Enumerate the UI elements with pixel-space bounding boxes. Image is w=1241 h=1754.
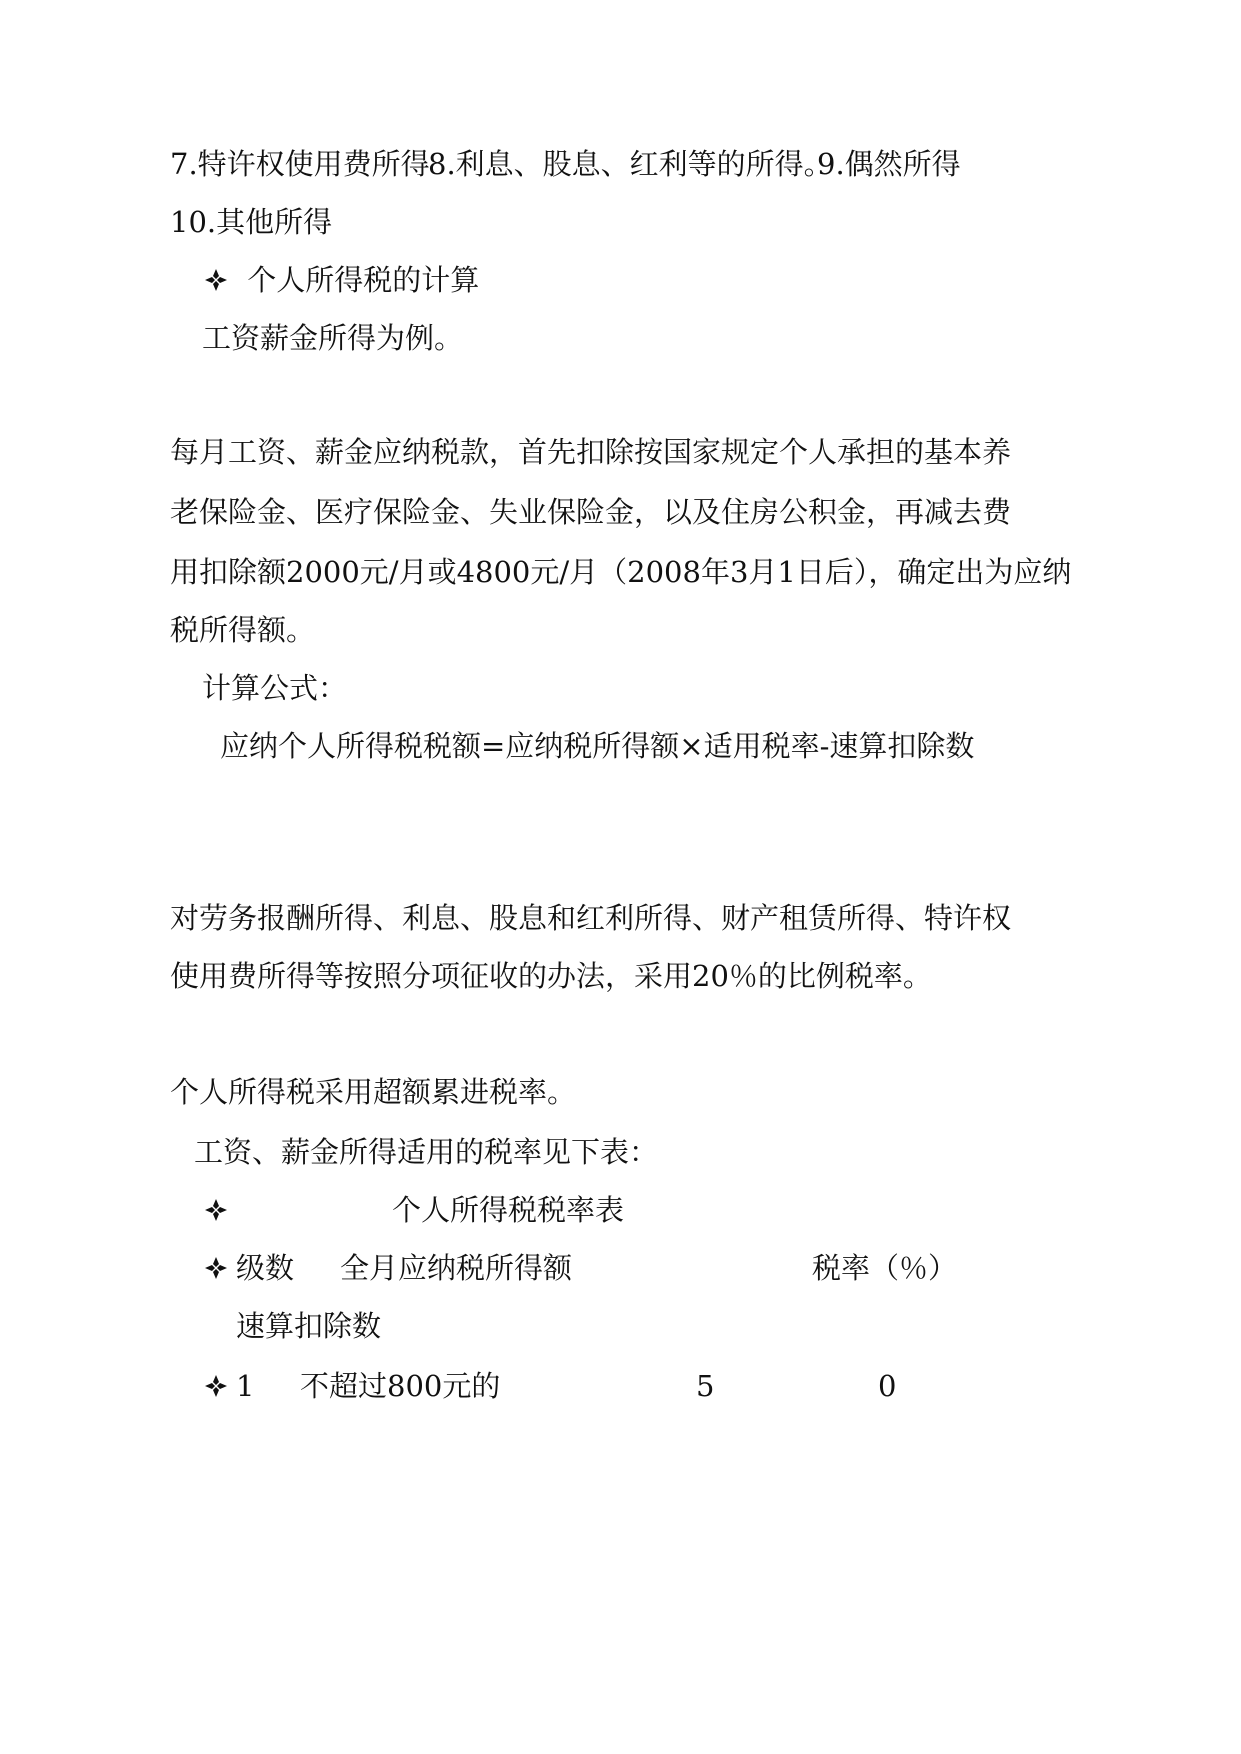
income-item-8: 8.利息、股息、红利等的所得。 (428, 147, 833, 181)
section-heading (204, 262, 479, 298)
table-intro: 工资、薪金所得适用的税率见下表： (194, 1135, 659, 1169)
four-petal-diamond-icon (204, 1374, 228, 1398)
four-petal-diamond-icon (204, 1198, 228, 1222)
table-title-row (204, 1192, 228, 1228)
income-item-7: 7.特许权使用费所得 (170, 147, 430, 181)
progressive-line: 个人所得税采用超额累进税率。 (170, 1075, 577, 1109)
para2-line-2: 使用费所得等按照分项征收的办法，采用20％的比例税率。 (170, 959, 932, 993)
table-row-deduction: 0 (878, 1369, 897, 1403)
table-header-income: 全月应纳税所得额 (340, 1251, 573, 1285)
table-row-income: 不超过800元的 (300, 1369, 501, 1403)
table-header-deduction: 速算扣除数 (236, 1309, 382, 1343)
para1-line-2: 老保险金、医疗保险金、失业保险金，以及住房公积金，再减去费 (170, 495, 1012, 529)
para1-line-1: 每月工资、薪金应纳税款，首先扣除按国家规定个人承担的基本养 (170, 435, 1012, 469)
income-item-10: 10.其他所得 (170, 205, 333, 239)
formula: 应纳个人所得税税额=应纳税所得额×适用税率-速算扣除数 (220, 729, 975, 763)
table-row-level: 1 (236, 1369, 255, 1403)
table-row-rate: 5 (696, 1369, 715, 1403)
four-petal-diamond-icon (204, 268, 228, 292)
table-header-level: 级数 (236, 1251, 295, 1285)
table-title: 个人所得税税率表 (392, 1193, 625, 1227)
para2-line-1: 对劳务报酬所得、利息、股息和红利所得、财产租赁所得、特许权 (170, 901, 1012, 935)
table-row-bullet (204, 1368, 228, 1404)
table-header-rate: 税率（％） (812, 1251, 958, 1285)
example-line: 工资薪金所得为例。 (202, 321, 464, 355)
four-petal-diamond-icon (204, 1256, 228, 1280)
table-header-bullet (204, 1250, 228, 1286)
section-heading-text: 个人所得税的计算 (247, 263, 480, 297)
para1-line-4: 税所得额。 (170, 613, 316, 647)
formula-label: 计算公式： (202, 671, 348, 705)
para1-line-3: 用扣除额2000元/月或4800元/月（2008年3月1日后），确定出为应纳 (170, 555, 1072, 589)
income-item-9: 9.偶然所得 (817, 147, 961, 181)
